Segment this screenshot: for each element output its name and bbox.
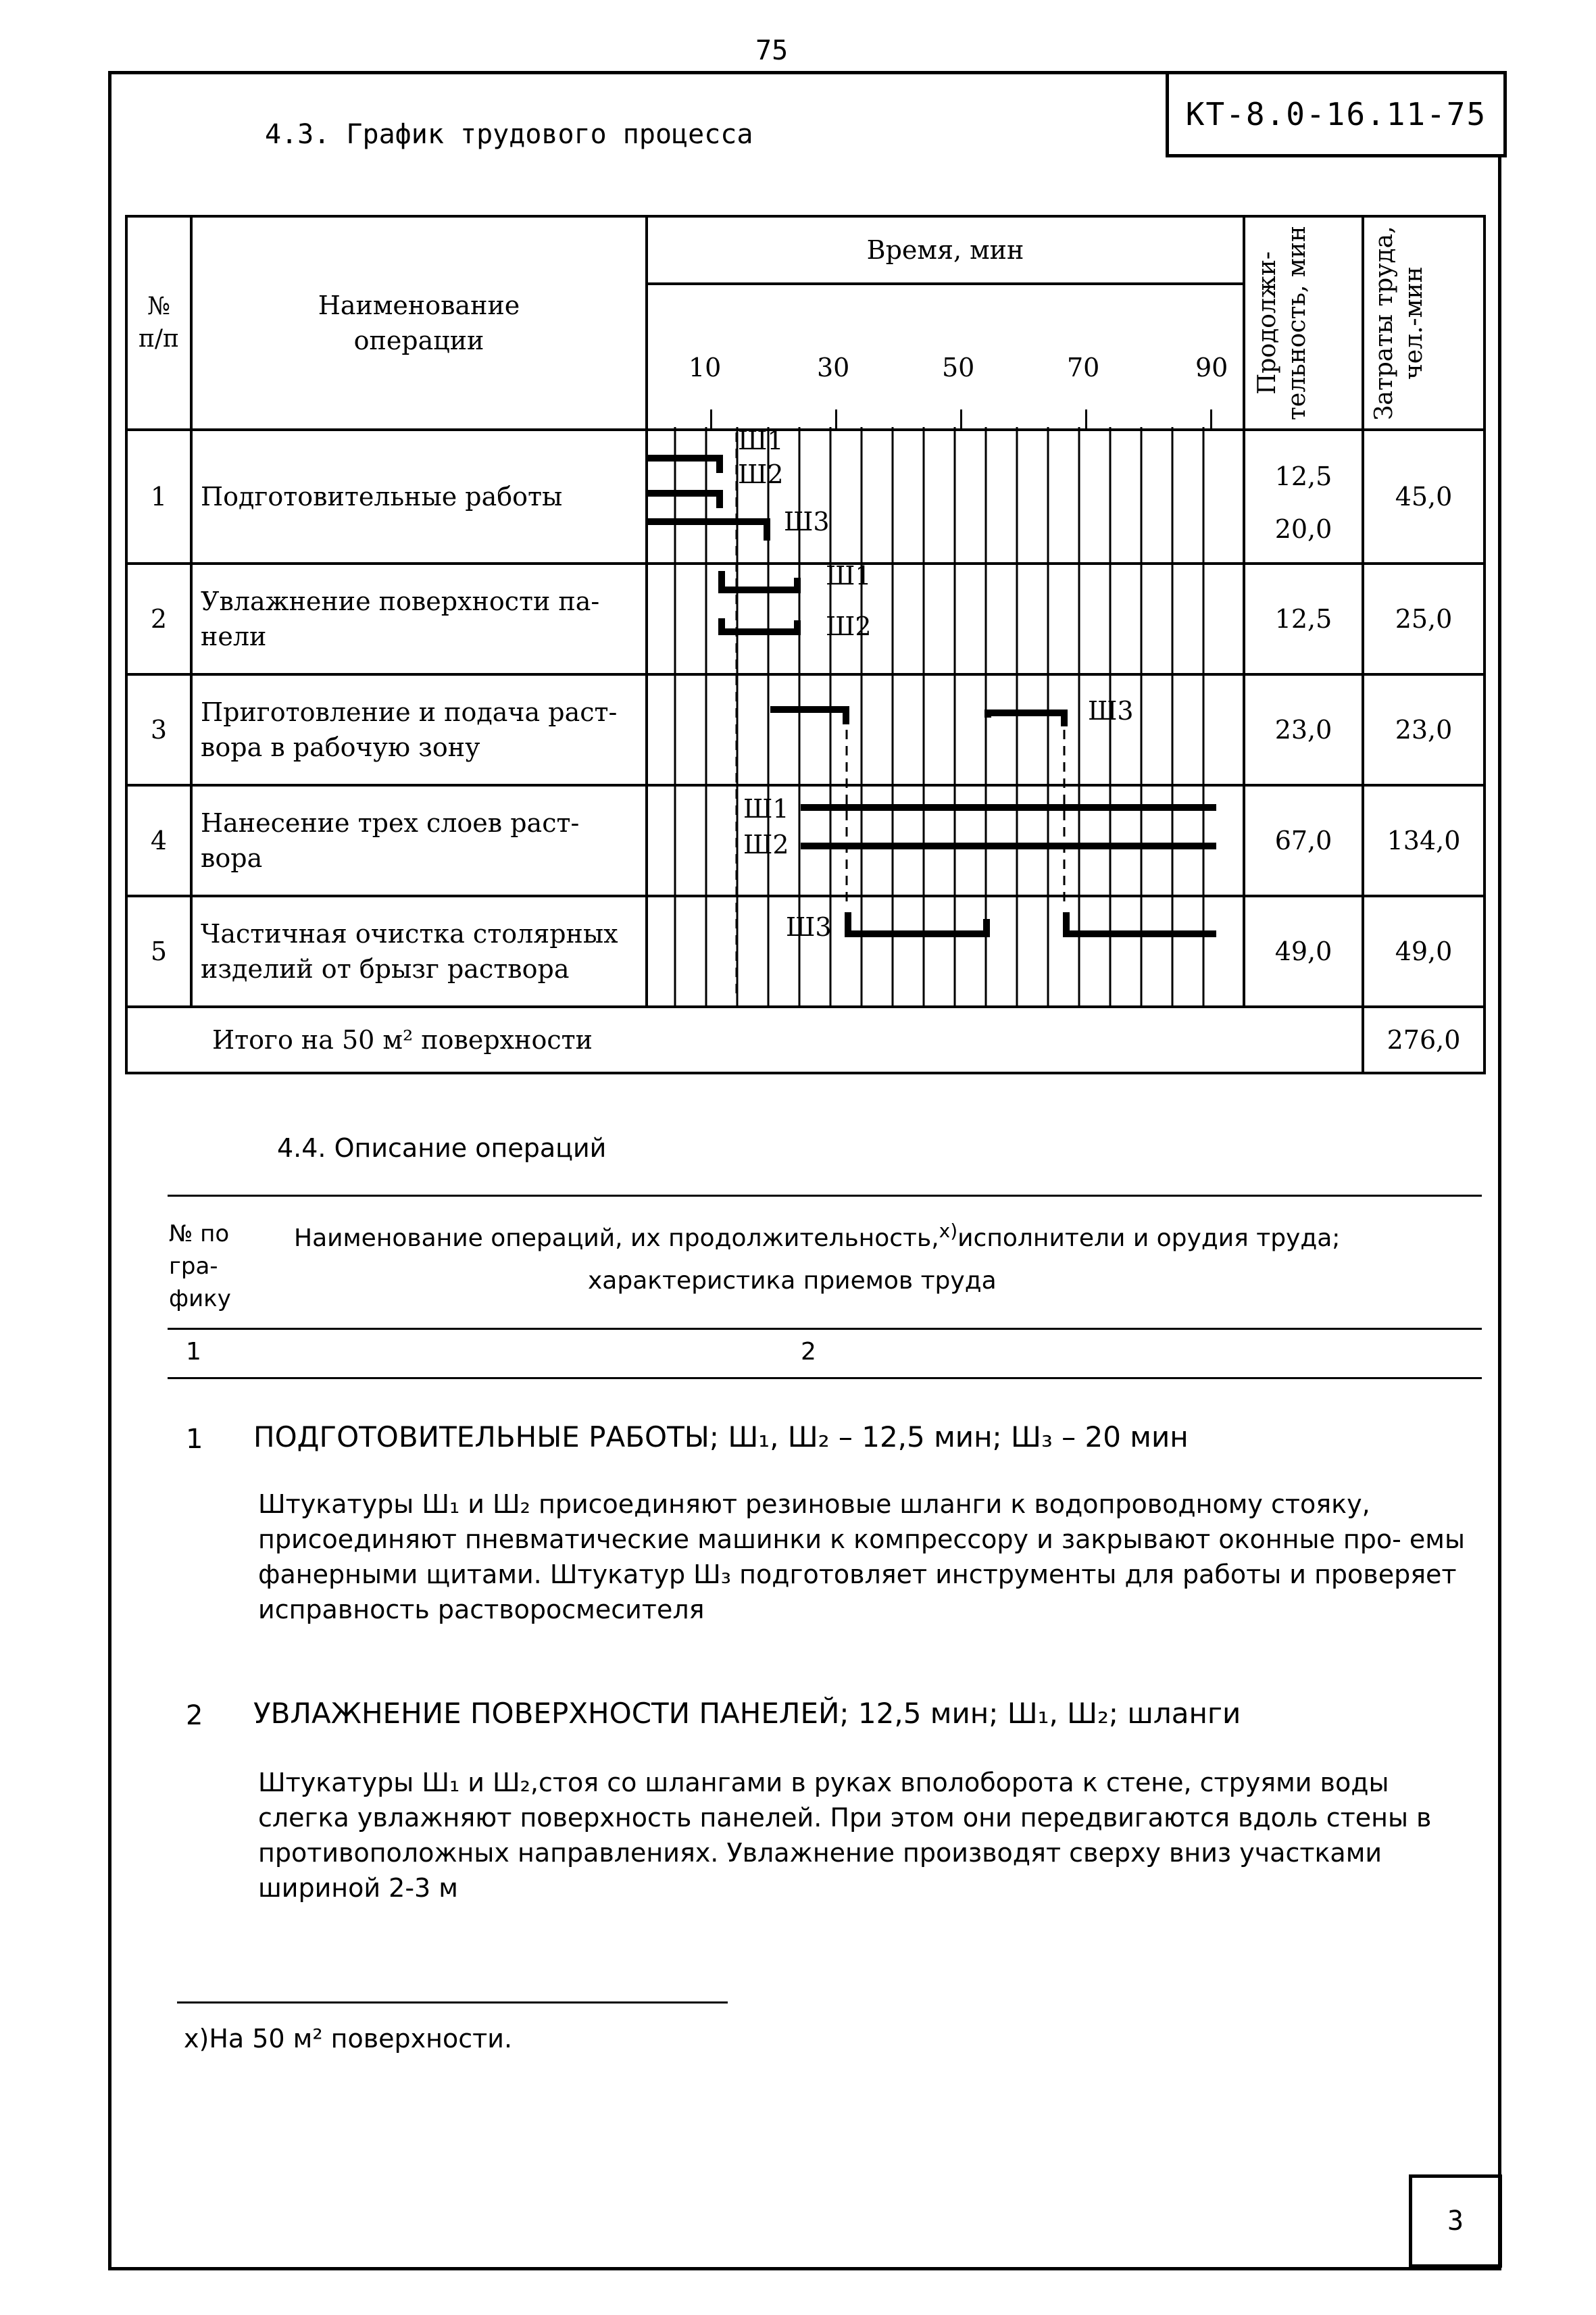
- row-3-name: Приготовление и подача раст- вора в рабочую зону: [191, 674, 647, 785]
- row-1-no: 1: [126, 430, 191, 564]
- gantt-label-w3-row3: Ш3: [1088, 696, 1134, 726]
- desc-col1-num: 1: [186, 1338, 201, 1366]
- time-header-label: Время, мин: [866, 235, 1024, 265]
- operation-2-no: 2: [186, 1700, 203, 1731]
- page-number: 75: [755, 35, 789, 66]
- row-3-labor: 23,0: [1363, 674, 1485, 785]
- header-labor: Затраты труда, чел.-мин: [1363, 216, 1485, 430]
- operation-2-text: Штукатуры Ш₁ и Ш₂,стоя со шлангами в руках вполоборота к стене, струями воды слегка увлажняют поверхность панелей. При этом они передвигаются вдоль стены в противоположных направлениях. Увлажнение производят сверху вниз участками шириной 2-3 м: [258, 1768, 1432, 1903]
- row-4-duration: 67,0: [1244, 785, 1363, 896]
- tick-90: 90: [1195, 353, 1228, 382]
- row-2-no: 2: [126, 564, 191, 674]
- section-4-3-title: 4.3. График трудового процесса: [265, 119, 753, 150]
- row-2-duration: 12,5: [1244, 564, 1363, 674]
- gantt-label-w1-row4: Ш1: [743, 794, 789, 824]
- tick-30: 30: [817, 353, 850, 382]
- row-4-labor: 134,0: [1363, 785, 1485, 896]
- document-code: КТ-8.0-16.11-75: [1166, 71, 1507, 157]
- section-4-4-title: 4.4. Описание операций: [277, 1133, 607, 1163]
- footnote-rule: [177, 2001, 728, 2003]
- desc-col2-num: 2: [801, 1338, 816, 1366]
- tick-50: 50: [942, 353, 975, 382]
- header-operation-name: Наименование операции: [191, 216, 647, 430]
- row-2-labor: 25,0: [1363, 564, 1485, 674]
- desc-top-rule: [168, 1195, 1482, 1197]
- row-4-name: Нанесение трех слоев раст- вора: [191, 785, 647, 896]
- operation-1-no: 1: [186, 1424, 203, 1455]
- footnote-text: x)На 50 м² поверхности.: [184, 2024, 513, 2053]
- row-4-no: 4: [126, 785, 191, 896]
- operation-1-text: Штукатуры Ш₁ и Ш₂ присоединяют резиновые шланги к водопроводному стояку, присоединяют пневматические машинки к компрессору и закрывают оконные про- емы фанерными щитами. Штукатур Ш₃ подготовляет инструменты для работы и проверяет исправность растворосмесителя: [258, 1489, 1465, 1624]
- operation-1-heading: ПОДГОТОВИТЕЛЬНЫЕ РАБОТЫ; Ш₁, Ш₂ – 12,5 мин; Ш₃ – 20 мин: [253, 1420, 1189, 1453]
- header-duration: Продолжи- тельность, мин: [1244, 216, 1363, 430]
- desc-mid-rule: [168, 1328, 1482, 1330]
- tick-10: 10: [689, 353, 722, 382]
- row-5-no: 5: [126, 896, 191, 1007]
- gantt-label-w2-row4: Ш2: [743, 830, 789, 860]
- gantt-label-w1-row2: Ш1: [826, 561, 872, 591]
- row-5-name: Частичная очистка столярных изделий от брызг раствора: [191, 896, 647, 1007]
- row-3-no: 3: [126, 674, 191, 785]
- row-3-duration: 23,0: [1244, 674, 1363, 785]
- row-1-labor: 45,0: [1363, 430, 1485, 564]
- gantt-label-w3-row1: Ш3: [784, 507, 830, 537]
- tick-70: 70: [1067, 353, 1100, 382]
- gantt-label-w2-row1: Ш2: [738, 459, 784, 489]
- row-1-name: Подготовительные работы: [191, 430, 647, 564]
- row-5-labor: 49,0: [1363, 896, 1485, 1007]
- row-1-duration: 12,5 20,0: [1244, 430, 1363, 564]
- gantt-label-w3-row5: Ш3: [786, 912, 832, 942]
- gantt-label-w2-row2: Ш2: [826, 612, 872, 641]
- row-2-name: Увлажнение поверхности па- нели: [191, 564, 647, 674]
- operation-2-heading: УВЛАЖНЕНИЕ ПОВЕРХНОСТИ ПАНЕЛЕЙ; 12,5 мин; Ш₁, Ш₂; шланги: [253, 1697, 1241, 1730]
- sheet-number: 3: [1409, 2174, 1502, 2268]
- header-no: № п/п: [126, 216, 191, 430]
- desc-col2-header-line2: характеристика приемов труда: [588, 1267, 997, 1295]
- desc-col2-header-line1: Наименование операций, их продолжительность,$^{x)}$исполнители и орудия труда;: [294, 1220, 1341, 1252]
- desc-col1-header: № по гра- фику: [169, 1220, 231, 1312]
- total-label: Итого на 50 м² поверхности: [126, 1007, 1363, 1073]
- gantt-label-w1-row1: Ш1: [738, 426, 784, 455]
- total-value: 276,0: [1363, 1007, 1485, 1073]
- row-5-duration: 49,0: [1244, 896, 1363, 1007]
- desc-bottom-rule: [168, 1377, 1482, 1379]
